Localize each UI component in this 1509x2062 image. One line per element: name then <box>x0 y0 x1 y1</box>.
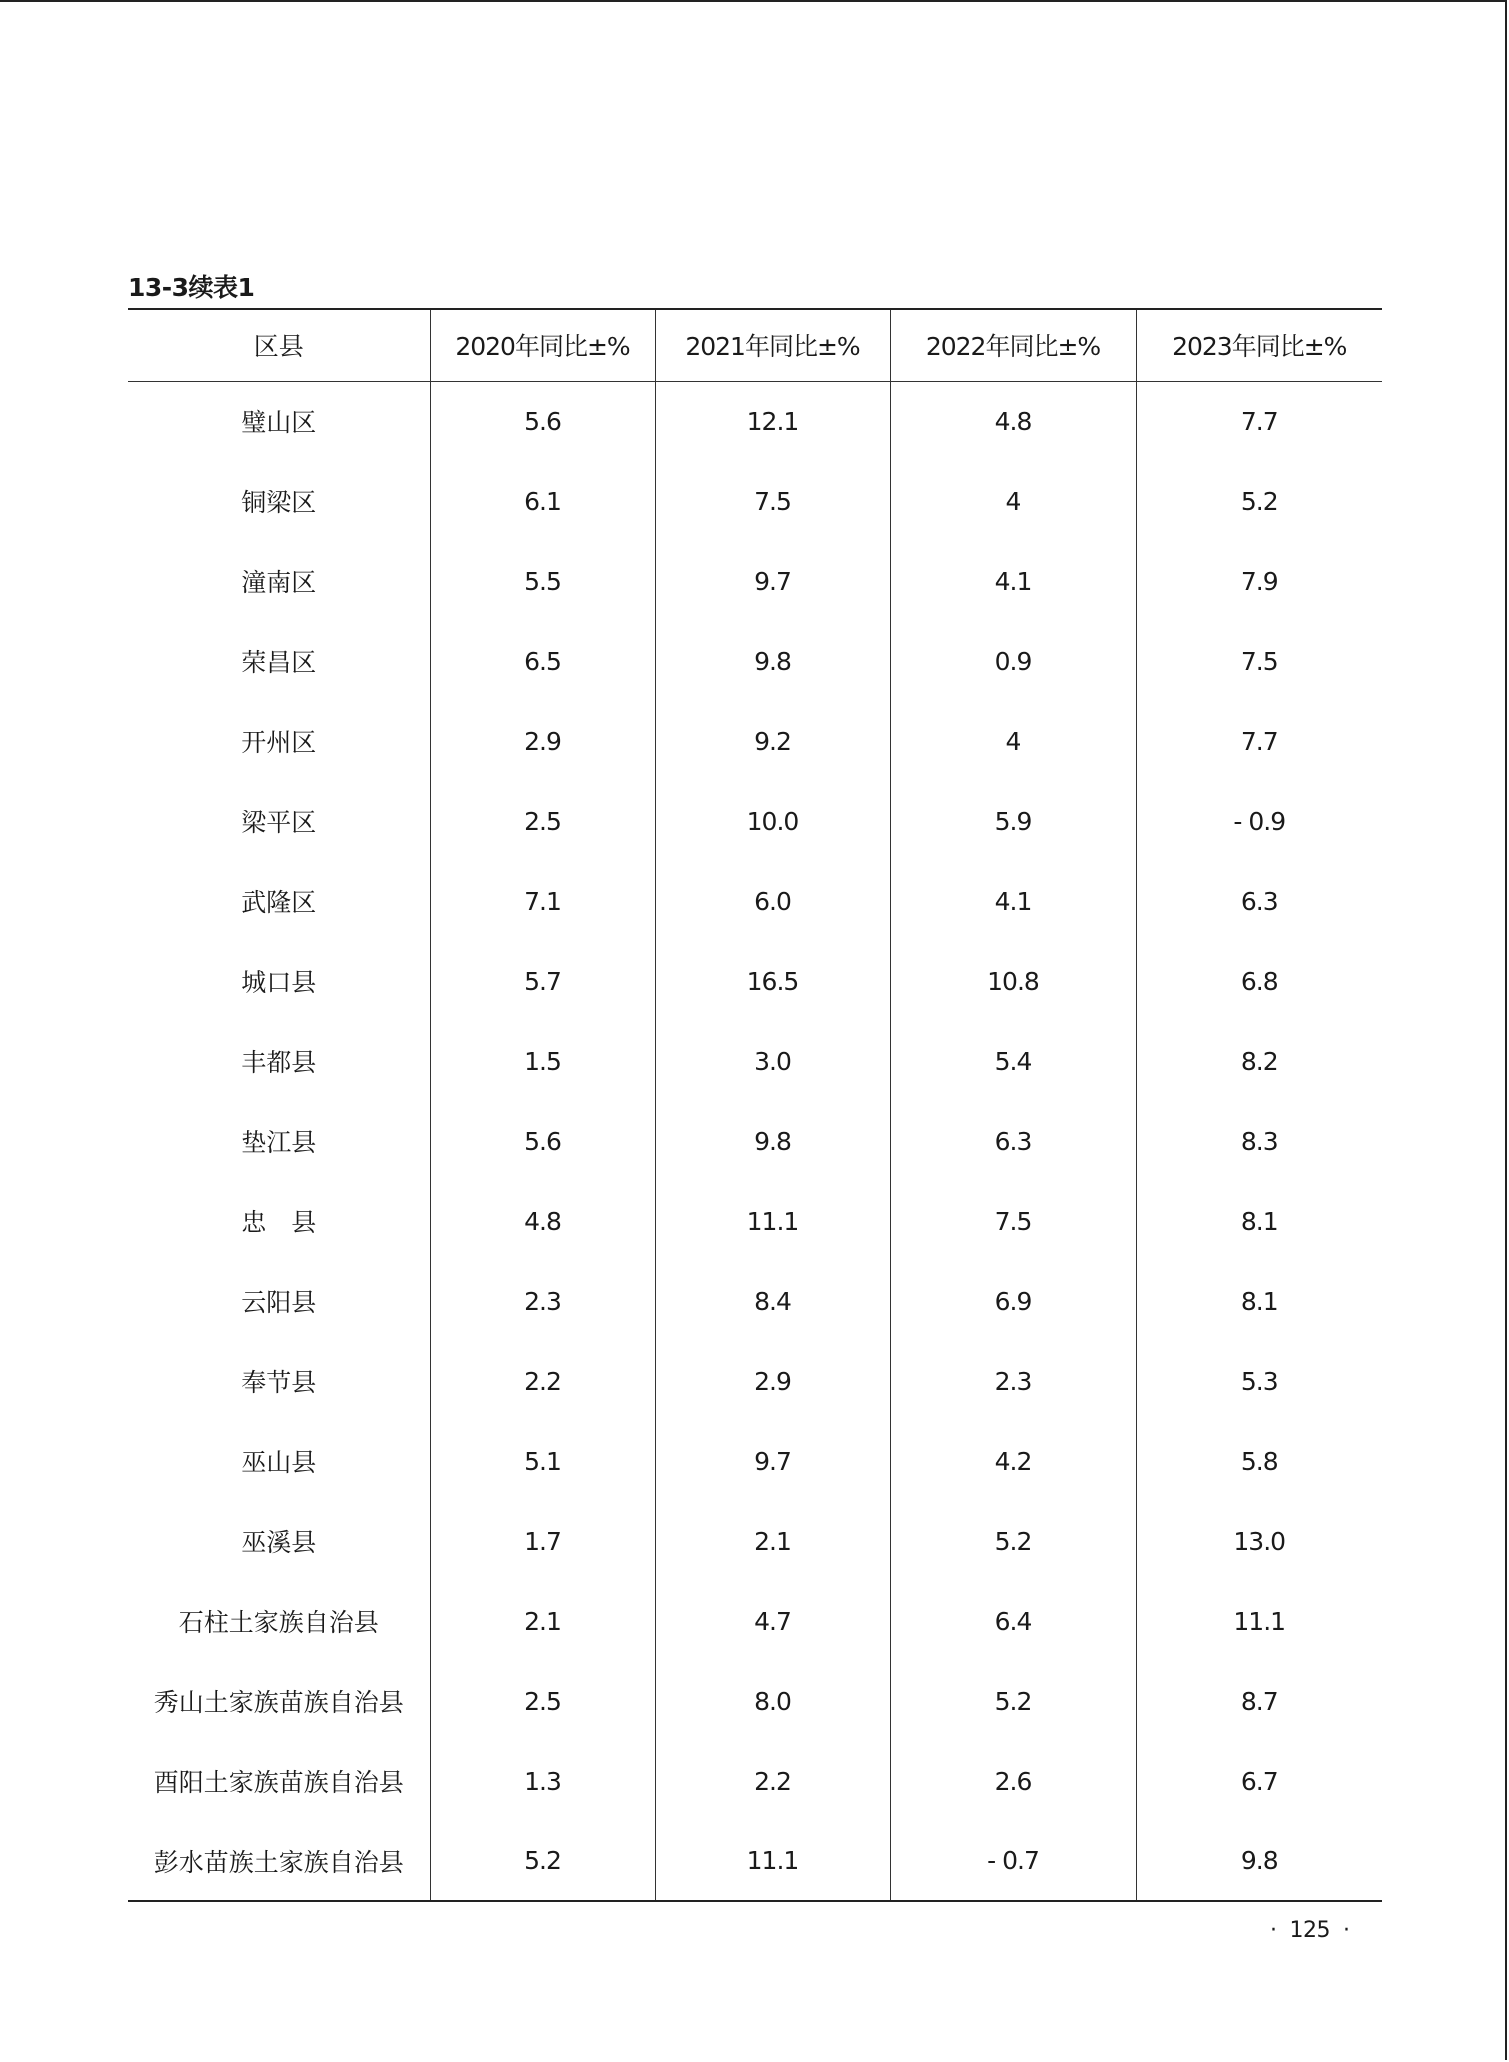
cell-2020: 2.2 <box>430 1341 655 1421</box>
cell-district: 武隆区 <box>241 888 317 917</box>
table-row <box>128 1581 1382 1661</box>
cell-district: 奉节县 <box>241 1368 317 1397</box>
cell-2023: 5.2 <box>1136 461 1382 541</box>
cell-2021: 9.7 <box>655 541 890 621</box>
cell-2020: 6.5 <box>430 621 655 701</box>
table-row <box>128 1421 1382 1501</box>
cell-2023: 8.3 <box>1136 1101 1382 1181</box>
cell-district: 石柱土家族自治县 <box>178 1608 379 1637</box>
table-row <box>128 461 1382 541</box>
cell-2021: 9.8 <box>655 1101 890 1181</box>
cell-2023: 5.3 <box>1136 1341 1382 1421</box>
cell-2021: 6.0 <box>655 861 890 941</box>
cell-2022: 4.1 <box>890 541 1136 621</box>
cell-2020: 5.6 <box>430 381 655 461</box>
cell-2022: 4 <box>890 461 1136 541</box>
cell-2020: 5.5 <box>430 541 655 621</box>
cell-2021: 2.1 <box>655 1501 890 1581</box>
table-row <box>128 701 1382 781</box>
cell-2022: 7.5 <box>890 1181 1136 1261</box>
cell-2022: 5.2 <box>890 1661 1136 1741</box>
cell-2023: 7.7 <box>1136 381 1382 461</box>
cell-2020: 2.1 <box>430 1581 655 1661</box>
cell-2023: 6.8 <box>1136 941 1382 1021</box>
cell-2023: 7.7 <box>1136 701 1382 781</box>
cell-2020: 1.5 <box>430 1021 655 1101</box>
cell-2020: 2.5 <box>430 1661 655 1741</box>
header-2020: 2020年同比±% <box>430 309 655 381</box>
cell-district: 巫溪县 <box>241 1528 317 1557</box>
table-row <box>128 781 1382 861</box>
cell-district: 荣昌区 <box>241 648 317 677</box>
cell-2020: 2.9 <box>430 701 655 781</box>
header-2021: 2021年同比±% <box>655 309 890 381</box>
cell-2020: 5.6 <box>430 1101 655 1181</box>
cell-district: 铜梁区 <box>241 488 317 517</box>
cell-2023: 13.0 <box>1136 1501 1382 1581</box>
cell-2021: 9.2 <box>655 701 890 781</box>
cell-district: 酉阳土家族苗族自治县 <box>153 1768 404 1797</box>
cell-2022: 4.2 <box>890 1421 1136 1501</box>
table-row <box>128 1661 1382 1741</box>
cell-2022: 4.1 <box>890 861 1136 941</box>
cell-2023: 6.7 <box>1136 1741 1382 1821</box>
cell-district: 璧山区 <box>241 408 317 438</box>
cell-2021: 7.5 <box>655 461 890 541</box>
cell-district: 潼南区 <box>241 568 317 597</box>
cell-2023: 8.7 <box>1136 1661 1382 1741</box>
table-row <box>128 1501 1382 1581</box>
cell-2023: 5.8 <box>1136 1421 1382 1501</box>
table-row <box>128 1101 1382 1181</box>
cell-2020: 2.5 <box>430 781 655 861</box>
cell-2020: 2.3 <box>430 1261 655 1341</box>
cell-2021: 8.0 <box>655 1661 890 1741</box>
table-header-row <box>128 309 1382 381</box>
cell-2021: 9.7 <box>655 1421 890 1501</box>
cell-district: 梁平区 <box>241 808 317 837</box>
cell-2023: 6.3 <box>1136 861 1382 941</box>
cell-2022: 6.3 <box>890 1101 1136 1181</box>
cell-2023: 7.9 <box>1136 541 1382 621</box>
cell-2020: 6.1 <box>430 461 655 541</box>
cell-2020: 5.1 <box>430 1421 655 1501</box>
cell-district: 云阳县 <box>241 1288 317 1317</box>
cell-2020: 1.7 <box>430 1501 655 1581</box>
cell-2022: 6.9 <box>890 1261 1136 1341</box>
cell-2020: 4.8 <box>430 1181 655 1261</box>
cell-district: 垫江县 <box>241 1128 317 1157</box>
cell-2022: 4.8 <box>890 381 1136 461</box>
cell-2023: 7.5 <box>1136 621 1382 701</box>
cell-2021: 9.8 <box>655 621 890 701</box>
cell-district: 丰都县 <box>241 1048 317 1077</box>
cell-2022: 10.8 <box>890 941 1136 1021</box>
cell-district: 忠 县 <box>241 1208 317 1237</box>
table-row <box>128 381 1382 461</box>
cell-2022: 0.9 <box>890 621 1136 701</box>
cell-2020: 5.7 <box>430 941 655 1021</box>
cell-2022: 4 <box>890 701 1136 781</box>
cell-2022: 2.6 <box>890 1741 1136 1821</box>
cell-2022: 5.4 <box>890 1021 1136 1101</box>
table-body <box>128 381 1382 1901</box>
table-row <box>128 1261 1382 1341</box>
table-row <box>128 621 1382 701</box>
cell-district: 开州区 <box>241 728 317 757</box>
table-row <box>128 1821 1382 1901</box>
cell-2022: 6.4 <box>890 1581 1136 1661</box>
statistics-table <box>128 308 1382 1902</box>
cell-2023: 8.1 <box>1136 1261 1382 1341</box>
table-row <box>128 1341 1382 1421</box>
cell-2023: 9.8 <box>1136 1821 1382 1901</box>
table-row <box>128 1021 1382 1101</box>
cell-2021: 12.1 <box>655 381 890 461</box>
cell-2021: 3.0 <box>655 1021 890 1101</box>
cell-2021: 11.1 <box>655 1181 890 1261</box>
cell-district: 彭水苗族土家族自治县 <box>128 1821 430 1901</box>
cell-2020: 5.2 <box>430 1821 655 1901</box>
cell-2021: 2.2 <box>655 1741 890 1821</box>
cell-2020: 7.1 <box>430 861 655 941</box>
cell-2022: 5.2 <box>890 1501 1136 1581</box>
header-2022: 2022年同比±% <box>890 309 1136 381</box>
cell-2023: 8.2 <box>1136 1021 1382 1101</box>
table-row <box>128 541 1382 621</box>
table-row <box>128 1741 1382 1821</box>
cell-district: 秀山土家族苗族自治县 <box>153 1688 404 1717</box>
cell-2022: 5.9 <box>890 781 1136 861</box>
cell-district: 城口县 <box>241 968 317 997</box>
table-title: 13-3续表1 <box>128 273 255 302</box>
table-row <box>128 941 1382 1021</box>
cell-2022: 2.3 <box>890 1341 1136 1421</box>
cell-2021: 10.0 <box>655 781 890 861</box>
cell-2021: 4.7 <box>655 1581 890 1661</box>
table-row <box>128 861 1382 941</box>
header-district: 区县 <box>128 309 430 381</box>
header-2023: 2023年同比±% <box>1136 309 1382 381</box>
cell-2021: 16.5 <box>655 941 890 1021</box>
cell-district: 巫山县 <box>241 1448 317 1477</box>
cell-2020: 1.3 <box>430 1741 655 1821</box>
table-row <box>128 1181 1382 1261</box>
cell-2023: - 0.9 <box>1136 781 1382 861</box>
page-number: · 125 · <box>1270 1918 1350 1943</box>
cell-2022: - 0.7 <box>890 1821 1136 1901</box>
cell-2021: 2.9 <box>655 1341 890 1421</box>
cell-2021: 11.1 <box>655 1821 890 1901</box>
cell-2023: 11.1 <box>1136 1581 1382 1661</box>
cell-2023: 8.1 <box>1136 1181 1382 1261</box>
cell-2021: 8.4 <box>655 1261 890 1341</box>
